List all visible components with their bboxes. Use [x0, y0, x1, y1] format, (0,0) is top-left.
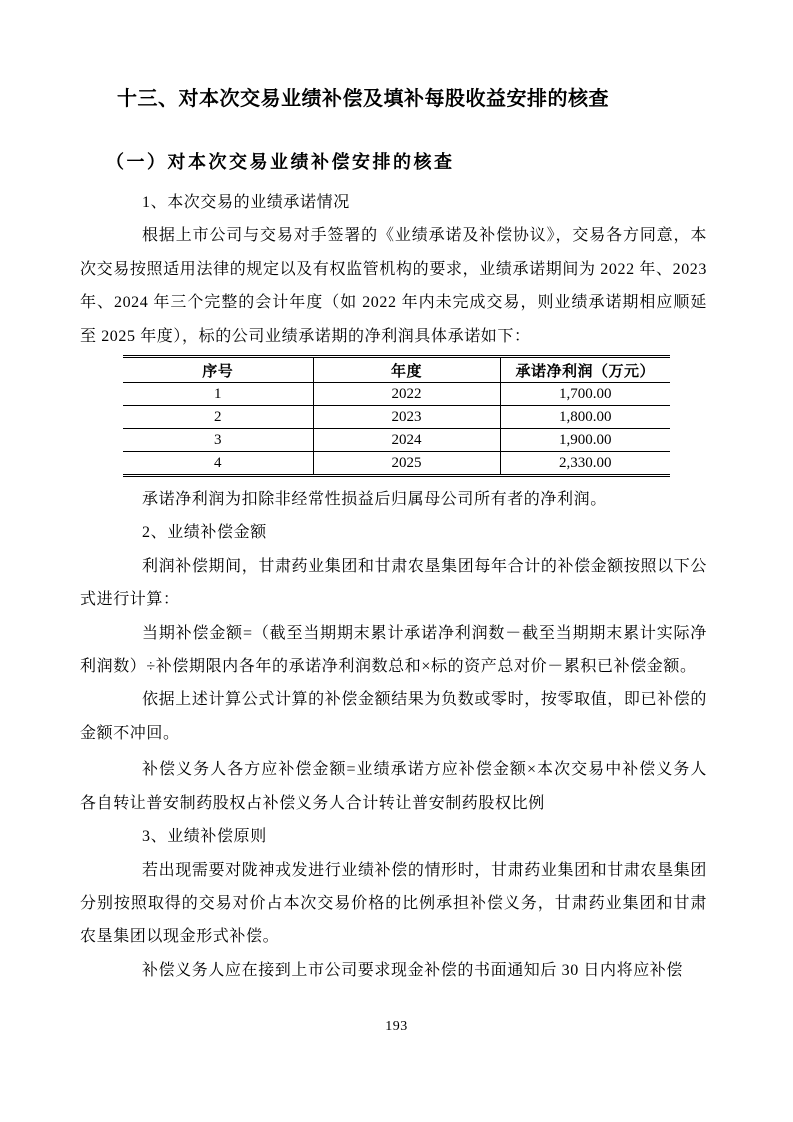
- table-cell-year: 2022: [313, 383, 500, 406]
- para-commitment-intro: 根据上市公司与交易对手签署的《业绩承诺及补偿协议》，交易各方同意，本次交易按照适用法律的规定以及有权监管机构的要求，业绩承诺期间为 2022 年、2023 年、2024 年三个完整的会计年度（如 2022 年内未完成交易，则业绩承诺期相应顺延至 2025 年度），标的公司业绩承诺期的净利润具体承诺如下：: [80, 227, 707, 345]
- table-cell-seq: 3: [123, 429, 313, 452]
- para-item3-title: 3、业绩补偿原则: [142, 828, 267, 846]
- para-item2-title: 2、业绩补偿金额: [142, 524, 267, 542]
- page-number: 193: [385, 1019, 408, 1034]
- para-zero-rule: 依据上述计算公式计算的补偿金额结果为负数或零时，按零取值，即已补偿的金额不冲回。: [80, 691, 707, 742]
- table-cell-profit: 1,900.00: [500, 429, 670, 452]
- table-row: [123, 383, 670, 406]
- table-cell-year: 2023: [313, 406, 500, 429]
- para-obligor-formula: 补偿义务人各方应补偿金额=业绩承诺方应补偿金额×本次交易中补偿义务人各自转让普安制药股权占补偿义务人合计转让普安制药股权比例: [80, 761, 707, 812]
- table-cell-seq: 4: [123, 452, 313, 476]
- table-cell-profit: 1,800.00: [500, 406, 670, 429]
- table-row: [123, 429, 670, 452]
- table-cell-year: 2025: [313, 452, 500, 476]
- table-cell-seq: 2: [123, 406, 313, 429]
- table-cell-profit: 1,700.00: [500, 383, 670, 406]
- table-row: [123, 452, 670, 476]
- table-cell-year: 2024: [313, 429, 500, 452]
- para-formula-current: 当期补偿金额=（截至当期期末累计承诺净利润数－截至当期期末累计实际净利润数）÷补偿期限内各年的承诺净利润数总和×标的资产总对价－累积已补偿金额。: [80, 624, 707, 676]
- para-net-profit-note: 承诺净利润为扣除非经常性损益后归属母公司所有者的净利润。: [142, 491, 607, 509]
- table-row: [123, 406, 670, 429]
- para-formula-intro: 利润补偿期间，甘肃药业集团和甘肃农垦集团每年合计的补偿金额按照以下公式进行计算：: [80, 557, 707, 609]
- table-header-seq: 序号: [123, 357, 313, 383]
- subsection-title: （一）对本次交易业绩补偿安排的核查: [106, 152, 455, 172]
- table-header-year: 年度: [313, 357, 500, 383]
- table-header-profit: 承诺净利润（万元）: [515, 363, 655, 380]
- section-title: 十三、对本次交易业绩补偿及填补每股收益安排的核查: [117, 88, 609, 110]
- para-item1-title: 1、本次交易的业绩承诺情况: [142, 194, 350, 211]
- para-principle: 若出现需要对陇神戎发进行业绩补偿的情形时，甘肃药业集团和甘肃农垦集团分别按照取得的交易对价占本次交易价格的比例承担补偿义务，甘肃药业集团和甘肃农垦集团以现金形式补偿。: [80, 861, 707, 946]
- commitment-table: [123, 355, 670, 477]
- table-cell-seq: 1: [123, 383, 313, 406]
- para-cash-notice: 补偿义务人应在接到上市公司要求现金补偿的书面通知后 30 日内将应补偿: [142, 961, 684, 979]
- page-content: [80, 0, 707, 987]
- table-header-row: [123, 357, 670, 383]
- table-cell-profit: 2,330.00: [500, 452, 670, 476]
